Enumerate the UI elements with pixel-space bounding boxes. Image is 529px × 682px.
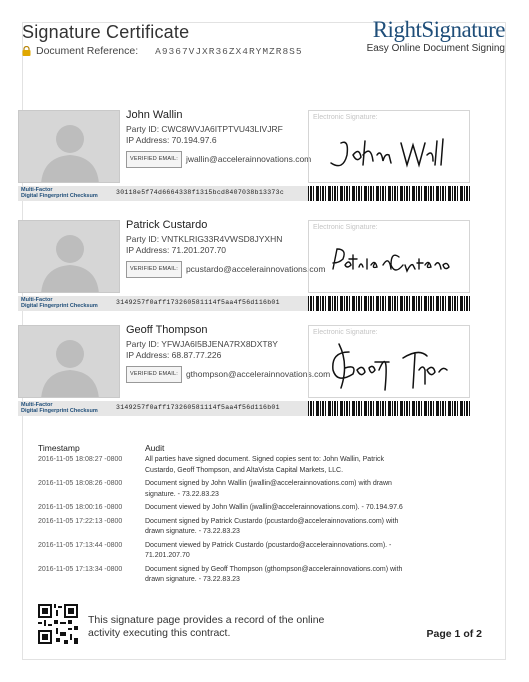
signature-box [308,220,470,293]
verified-email-badge: VERIFIED EMAIL: [126,261,182,279]
party-email: pcustardo@accelerainnovations.com [185,263,326,274]
page-number: Page 1 of 2 [426,628,482,640]
fingerprint-bar [18,401,470,416]
audit-text: Document signed by Geoff Thompson (gthompson@accelerainnovations.com) with drawn signature. - 73.22.83.23 [145,565,403,583]
document-reference [22,45,303,57]
audit-header [38,443,488,453]
party-info [126,110,311,168]
party-email: gthompson@accelerainnovations.com [185,368,331,379]
barcode [308,186,470,201]
avatar-placeholder [18,325,120,398]
brand-name: RightSignature [372,17,505,42]
checksum-value: 3149257f0aff173260581114f5aa4f56d116b01 [116,404,280,411]
audit-row [38,541,488,562]
party-email: jwallin@accelerainnovations.com [185,153,312,164]
signature-label: Electronic Signature: [313,329,378,336]
audit-row [38,479,488,500]
qr-code-icon [38,604,78,644]
party-info [126,220,325,278]
party-id: Party ID: VNTKLRIG33R4VWSD8JYXHN [126,233,283,244]
audit-timestamp: 2016-11-05 17:22:13 -0800 [38,517,123,525]
party-block [18,325,470,425]
audit-row [38,565,488,586]
audit-timestamp: 2016-11-05 18:08:26 -0800 [38,480,123,487]
audit-timestamp: 2016-11-05 17:13:44 -0800 [38,541,123,549]
party-ip: IP Address: 71.201.207.70 [126,245,227,255]
fingerprint-bar [18,296,470,311]
audit-table [38,443,488,589]
timestamp-header: Timestamp [38,443,80,453]
party-name: John Wallin [126,109,183,121]
party-ip: IP Address: 68.87.77.226 [126,350,222,360]
lock-icon [22,46,31,56]
audit-text: Document viewed by John Wallin (jwallin@accelerainnovations.com). - 70.194.97.6 [145,504,403,511]
signature-label: Electronic Signature: [313,114,378,121]
party-block [18,110,470,210]
party-block [18,220,470,320]
signature-image [319,235,459,287]
footer-text: This signature page provides a record of the online activity executing this contract. [88,614,325,639]
avatar-placeholder [18,220,120,293]
audit-text: All parties have signed document. Signed copies sent to: John Wallin, Patrick Custardo, Geoff Thompson, and AltaVista Capital Markets, LLC. [145,456,385,474]
page-title: Signature Certificate [22,22,190,42]
barcode [308,401,470,416]
party-id: Party ID: CWC8WVJA6ITPTVU43LIVJRF [126,123,283,134]
audit-row [38,455,488,476]
fingerprint-label: Multi-Factor Digital Fingerprint Checksum [21,187,98,199]
checksum-value: 30118e5f74d6664338f1315bcd8407038b13373c [116,189,285,196]
audit-timestamp: 2016-11-05 18:08:27 -0800 [38,456,123,463]
fingerprint-bar [18,186,470,201]
signature-image [319,125,459,177]
audit-timestamp: 2016-11-05 18:00:16 -0800 [38,504,123,511]
verified-email-badge: VERIFIED EMAIL: [126,366,182,384]
avatar-placeholder [18,110,120,183]
party-ip: IP Address: 70.194.97.6 [126,135,217,145]
audit-text: Document signed by John Wallin (jwallin@accelerainnovations.com) with drawn signature. - 73.22.83.23 [145,480,392,498]
party-id: Party ID: YFWJA6I5BJENA7RX8DXT8Y [126,338,278,349]
certificate-footer [24,598,506,658]
signature-image [319,340,459,396]
checksum-value: 3149257f0aff173260581114f5aa4f56d116b01 [116,299,280,306]
audit-text: Document signed by Patrick Custardo (pcustardo@accelerainnovations.com) with drawn signature. - 73.22.83.23 [145,517,399,535]
audit-timestamp: 2016-11-05 17:13:34 -0800 [38,565,123,573]
signature-box [308,110,470,183]
brand-logo [367,18,505,54]
doc-ref-label: Document Reference: [36,45,139,57]
barcode [308,296,470,311]
doc-ref-code: A9367VJXR36ZX4RYMZR8S5 [155,45,303,57]
signature-box [308,325,470,398]
brand-tagline: Easy Online Document Signing [366,43,505,54]
party-info [126,325,330,383]
audit-header-label: Audit [145,443,165,453]
audit-row [38,517,488,538]
audit-text: Document viewed by Patrick Custardo (pcustardo@accelerainnovations.com). - 71.201.207.70 [145,541,392,559]
signature-label: Electronic Signature: [313,224,378,231]
fingerprint-label: Multi-Factor Digital Fingerprint Checksum [21,297,98,309]
fingerprint-label: Multi-Factor Digital Fingerprint Checksum [21,402,98,414]
verified-email-badge: VERIFIED EMAIL: [126,151,182,169]
audit-row [38,503,488,514]
party-name: Patrick Custardo [126,219,208,231]
party-name: Geoff Thompson [126,324,208,336]
